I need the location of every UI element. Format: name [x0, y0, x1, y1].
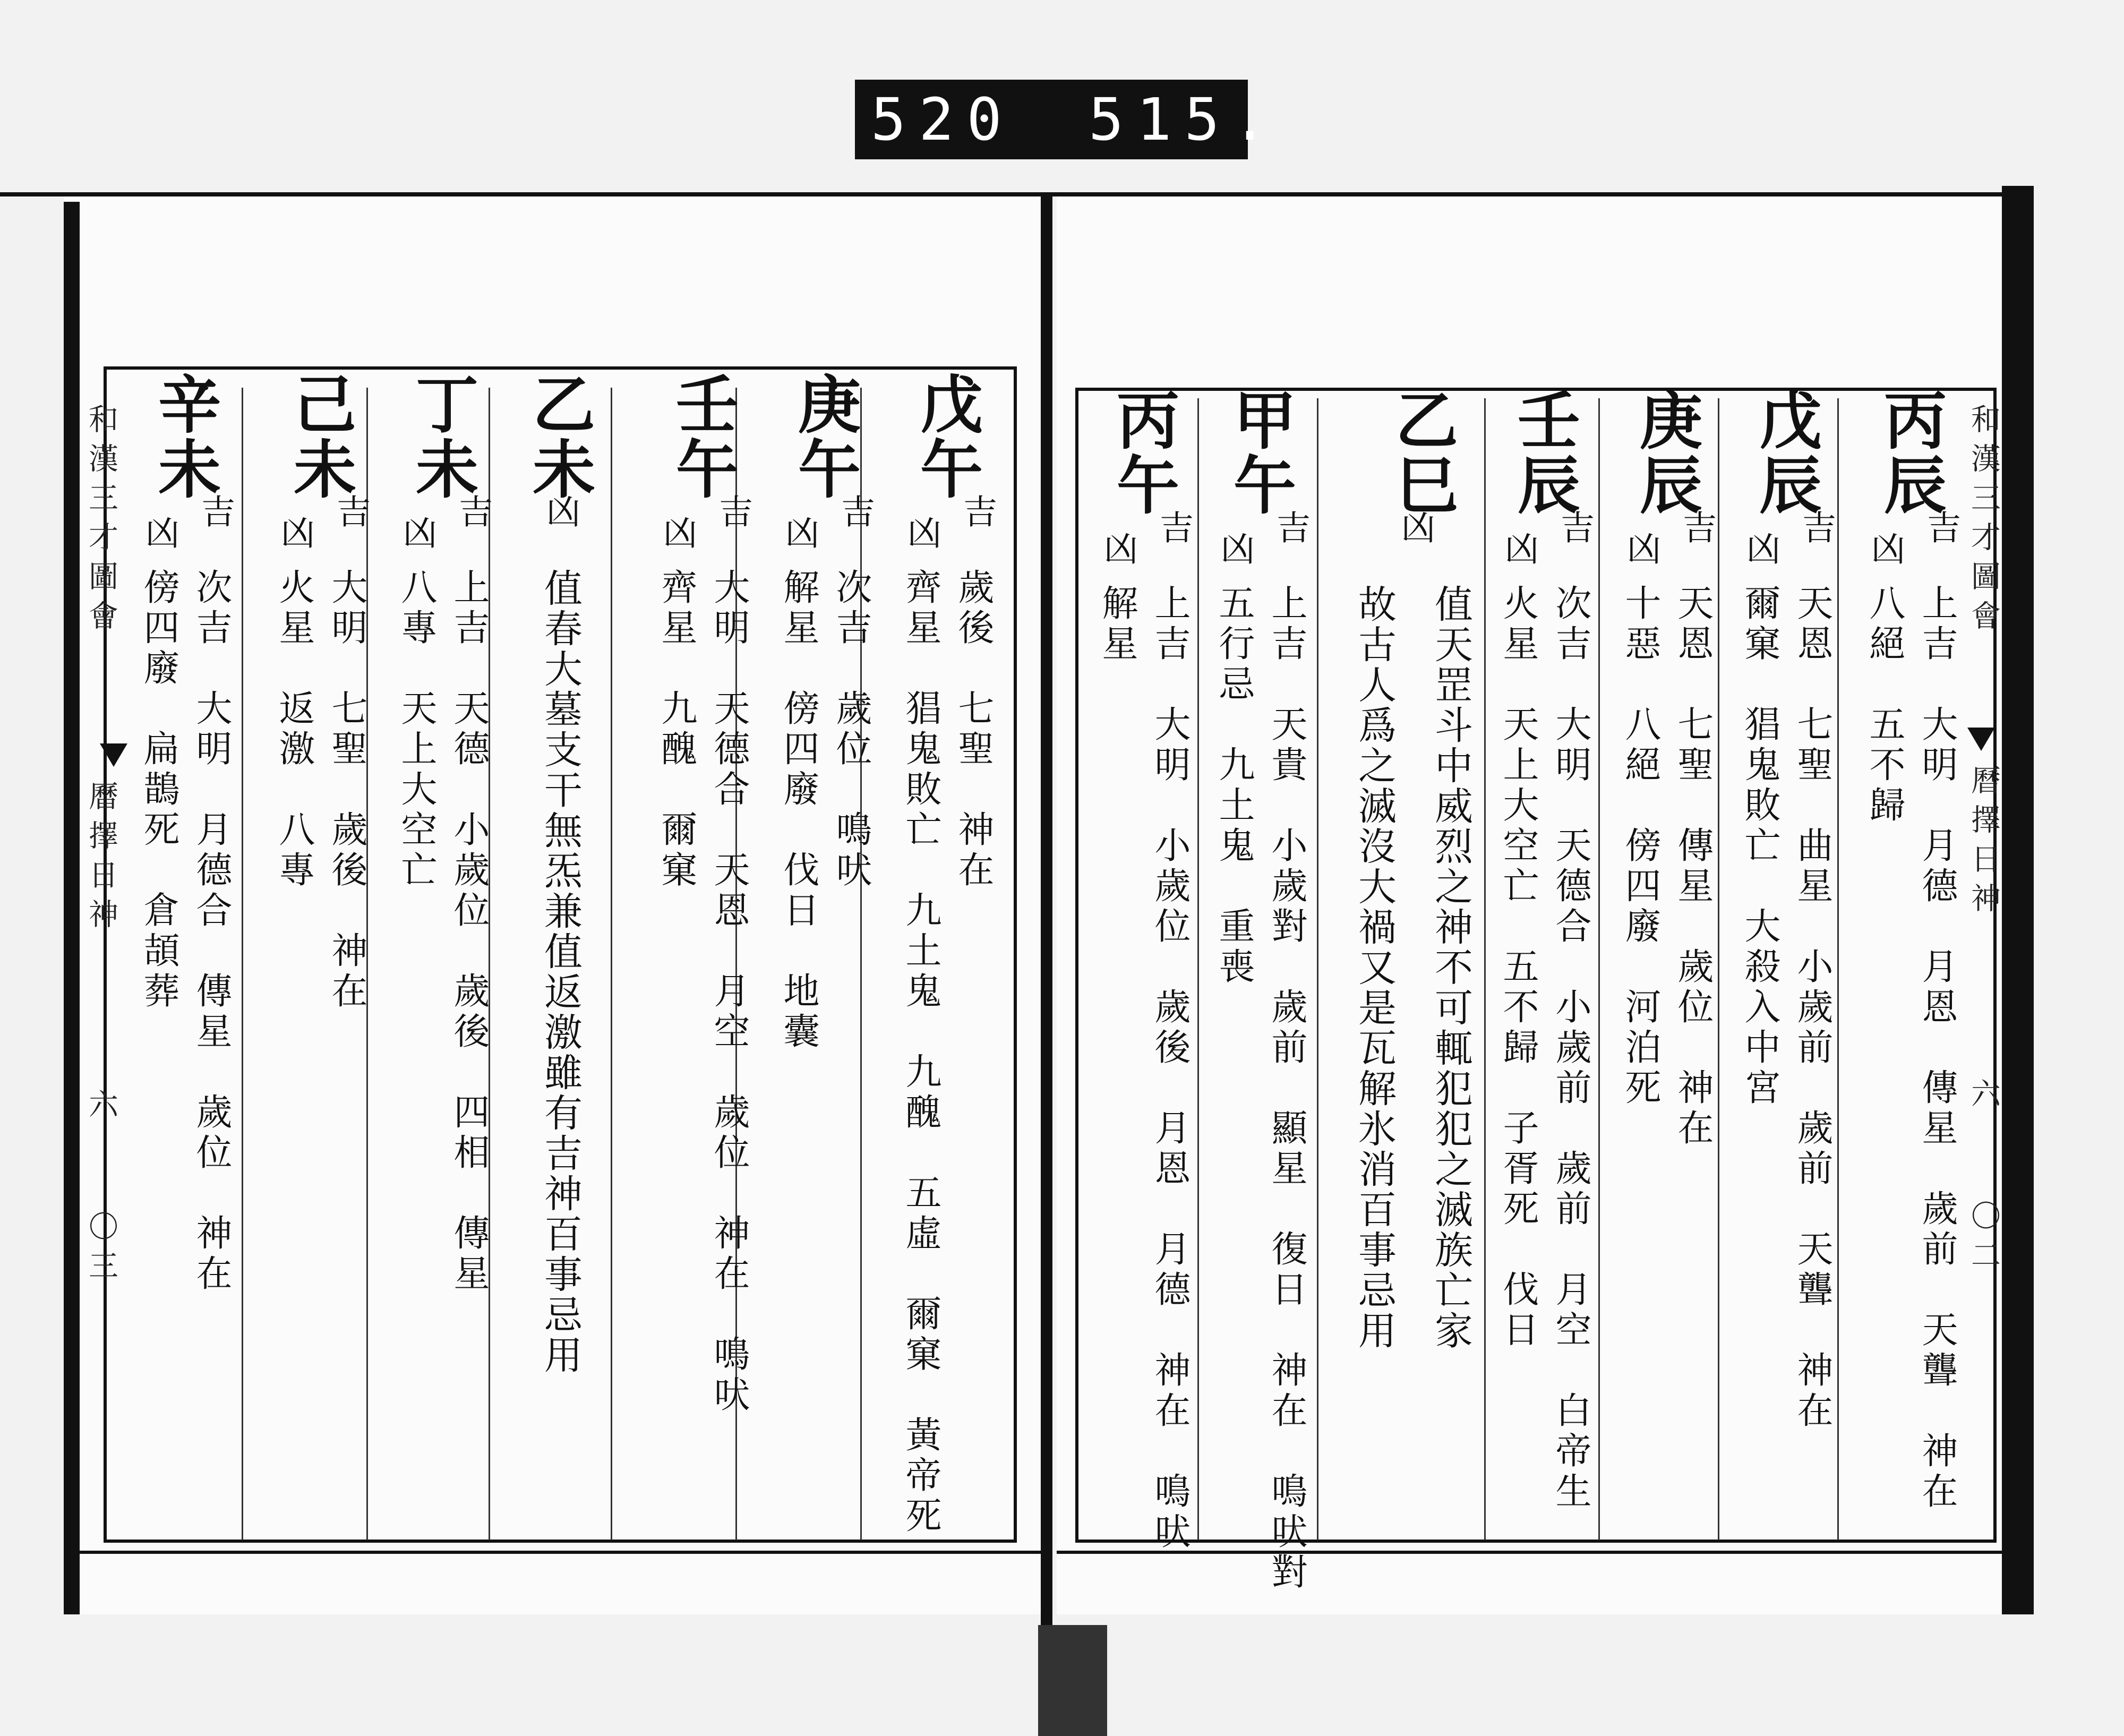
- entry-heading: 壬辰: [1507, 388, 1581, 517]
- left-fold-mark: [100, 743, 127, 767]
- bad-marker: 凶: [1741, 531, 1780, 565]
- entry-heading: 戊午: [910, 372, 983, 501]
- left-margin-title: 和漢三才圖會: [84, 404, 118, 639]
- good-marker: 吉: [453, 494, 492, 528]
- inauspicious-gods: 爾窠 猖鬼敗亡 大殺入中宮: [1738, 584, 1780, 1109]
- entry-heading: 丙午: [1106, 388, 1180, 517]
- entry-heading: 壬午: [665, 372, 739, 501]
- right-edge-band: [2002, 186, 2034, 1614]
- left-entry-geng-wu: [765, 372, 884, 1540]
- right-bottom-rule: [1057, 1551, 2012, 1554]
- entry-heading: 丁未: [405, 372, 479, 501]
- bad-marker: 凶: [140, 515, 179, 549]
- bad-marker: 凶: [1499, 531, 1538, 565]
- inauspicious-gods: 解星 傍四廢 伐日 地囊: [777, 568, 819, 1053]
- inauspicious-gods: 八專 天上大空亡: [395, 568, 437, 891]
- inauspicious-gods: 十惡 八絕 傍四廢 河泊死: [1619, 584, 1661, 1109]
- left-entry-yi-wei: [499, 372, 619, 1540]
- entry-heading: 庚辰: [1629, 388, 1703, 517]
- bad-marker: 凶: [397, 515, 436, 549]
- good-marker: 吉: [957, 494, 997, 528]
- left-margin-folio: 六: [84, 1089, 118, 1128]
- entry-heading: 辛未: [148, 372, 221, 501]
- entry-heading: 庚午: [787, 372, 861, 501]
- left-entry-xin-wei: [125, 372, 244, 1540]
- good-marker: 吉: [713, 494, 752, 528]
- inauspicious-gods: 五行忌 九土鬼 重喪: [1213, 584, 1255, 988]
- entry-heading: 戊辰: [1749, 388, 1822, 517]
- bad-marker: 凶: [1865, 531, 1905, 565]
- right-margin-section: 曆擇日神: [1966, 765, 2001, 922]
- auspicious-gods: 上吉 天貴 小歲對 歲前 顯星 復日 神在 鳴吠對: [1265, 584, 1307, 1593]
- entry-heading: 乙未: [522, 372, 596, 501]
- bad-marker: 凶: [780, 515, 819, 549]
- right-margin-folio: 六: [1966, 1078, 2001, 1117]
- bad-marker: 凶: [902, 515, 941, 549]
- auspicious-gods: 次吉 歲位 鳴吠: [830, 568, 872, 891]
- right-entry-ren-chen: [1484, 388, 1604, 1540]
- top-edge-rule: [0, 192, 2018, 196]
- right-page-number: 〇二: [1966, 1200, 2001, 1279]
- good-marker: 吉: [195, 494, 235, 528]
- right-entry-bing-chen: [1851, 388, 1970, 1540]
- auspicious-gods: 歲後 七聖 神在: [952, 568, 994, 891]
- call-number-right: 515.: [1089, 85, 1280, 153]
- right-entry-wu-chen: [1726, 388, 1845, 1540]
- auspicious-gods: 大明 天德合 天恩 月空 歲位 神在 鳴吠: [708, 568, 750, 1416]
- good-marker: 吉: [331, 494, 370, 528]
- inauspicious-gods: 火星 返激 八專: [273, 568, 315, 891]
- right-entry-bing-wu: [1083, 388, 1203, 1553]
- entry-note: 值春大墓支干無炁兼值返激雖有吉神百事忌用: [538, 568, 583, 1375]
- bad-marker: 凶: [1621, 531, 1660, 565]
- bad-marker: 凶: [1215, 531, 1254, 565]
- spine-line: [1041, 196, 1052, 1630]
- left-entry-ren-wu: [643, 372, 762, 1540]
- bad-marker: 凶: [657, 515, 697, 549]
- auspicious-gods: 次吉 大明 月德合 傳星 歲位 神在: [190, 568, 232, 1295]
- entry-heading: 乙巳: [1385, 388, 1459, 517]
- good-marker: 吉: [1796, 510, 1836, 544]
- bad-marker: 凶: [541, 494, 580, 528]
- left-page-number: 〇三: [84, 1211, 118, 1289]
- inauspicious-gods: 齊星 九醜 爾窠: [655, 568, 697, 891]
- auspicious-gods: 大明 七聖 歲後 神在: [326, 568, 367, 1012]
- right-entry-geng-chen: [1606, 388, 1726, 1540]
- auspicious-gods: 天恩 七聖 傳星 歲位 神在: [1672, 584, 1714, 1149]
- good-marker: 吉: [1921, 510, 1960, 544]
- auspicious-gods: 天恩 七聖 曲星 小歲前 歲前 天聾 神在: [1791, 584, 1833, 1432]
- entry-note: 值天罡斗中威烈之神不可輒犯犯之滅族亡家: [1428, 584, 1473, 1351]
- inauspicious-gods: 八絕 五不歸: [1863, 584, 1905, 826]
- entry-heading: 甲午: [1223, 388, 1297, 517]
- left-entry-wu-wu: [887, 372, 1006, 1540]
- auspicious-gods: 次吉 大明 天德合 小歲前 歲前 月空 白帝生: [1549, 584, 1591, 1512]
- inauspicious-gods: 解星: [1096, 584, 1138, 665]
- left-entry-ding-wei: [382, 372, 502, 1540]
- entry-heading: 己未: [283, 372, 357, 501]
- entry-heading: 丙辰: [1873, 388, 1947, 517]
- right-fold-mark: [1967, 728, 1995, 751]
- right-entry-jia-wu: [1200, 388, 1320, 1593]
- left-entry-ji-wei: [260, 372, 380, 1540]
- call-number-label: [855, 80, 1280, 159]
- bad-marker: 凶: [275, 515, 314, 549]
- good-marker: 吉: [1555, 510, 1594, 544]
- bad-marker: 凶: [1395, 510, 1435, 544]
- good-marker: 吉: [835, 494, 875, 528]
- spine-base: [1038, 1625, 1107, 1736]
- left-bottom-rule: [64, 1551, 1051, 1554]
- left-margin-section: 曆擇日神: [84, 781, 118, 938]
- left-edge-band: [64, 202, 80, 1614]
- bad-marker: 凶: [1098, 531, 1137, 565]
- right-entry-yi-si: [1343, 388, 1481, 1540]
- call-number-left: 520: [871, 85, 1015, 153]
- auspicious-gods: 上吉 大明 月德 月恩 傳星 歲前 天聾 神在: [1916, 584, 1958, 1512]
- auspicious-gods: 上吉 天德 小歲位 歲後 四相 傳星: [448, 568, 490, 1295]
- entry-note-continued: 故古人爲之滅沒大禍又是瓦解氷消百事忌用: [1352, 584, 1397, 1351]
- good-marker: 吉: [1677, 510, 1716, 544]
- right-margin-title: 和漢三才圖會: [1966, 404, 2001, 639]
- inauspicious-gods: 齊星 猖鬼敗亡 九土鬼 九醜 五虛 爾窠 黃帝死: [900, 568, 941, 1537]
- auspicious-gods: 上吉 大明 小歲位 歲後 月恩 月德 神在 鳴吠: [1149, 584, 1191, 1553]
- good-marker: 吉: [1271, 510, 1310, 544]
- good-marker: 吉: [1154, 510, 1193, 544]
- inauspicious-gods: 火星 天上大空亡 五不歸 子胥死 伐日: [1497, 584, 1539, 1351]
- inauspicious-gods: 傍四廢 扁鵲死 倉頡葬: [138, 568, 179, 1012]
